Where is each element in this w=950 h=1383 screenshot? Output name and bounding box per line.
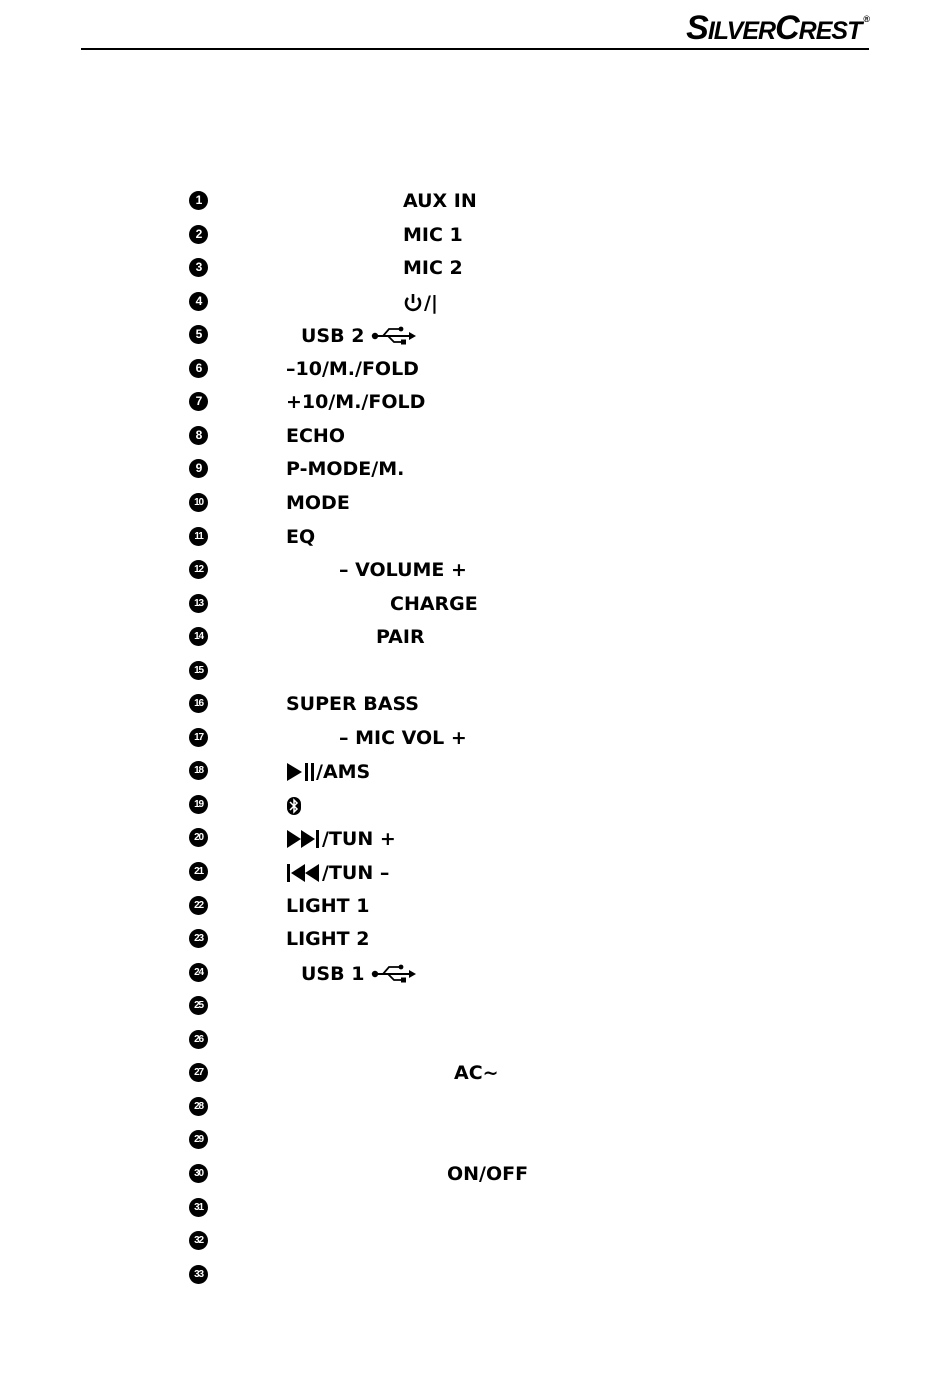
part-number: 10 (189, 493, 208, 512)
part-label: LIGHT 1 (286, 895, 370, 917)
part-label: – VOLUME + (339, 559, 467, 581)
part-item (0, 623, 950, 653)
part-label: –10/M./FOLD (286, 358, 419, 380)
part-item (0, 321, 950, 351)
part-number: 19 (189, 795, 208, 814)
part-label: AC~ (454, 1062, 499, 1084)
part-label: P-MODE/M. (286, 458, 405, 480)
part-number: 32 (189, 1231, 208, 1250)
part-item (0, 690, 950, 720)
part-item (0, 992, 950, 1022)
part-label: EQ (286, 526, 316, 548)
part-item (0, 187, 950, 217)
part-label: ON/OFF (447, 1163, 529, 1185)
part-number: 1 (189, 191, 208, 210)
part-label-power: /| (402, 288, 438, 317)
header-rule (81, 48, 869, 50)
part-item (0, 824, 950, 854)
part-label-prev: /TUN – (286, 858, 389, 887)
part-item (0, 221, 950, 251)
part-item (0, 1261, 950, 1291)
part-item (0, 959, 950, 989)
part-label: CHARGE (390, 593, 478, 615)
part-number: 6 (189, 359, 208, 378)
part-label-bluetooth (286, 791, 302, 819)
part-item (0, 892, 950, 922)
brand-logo: SILVERCREST ® (686, 9, 870, 47)
part-item (0, 523, 950, 553)
part-number: 13 (189, 594, 208, 613)
part-item (0, 757, 950, 787)
part-label-usb: USB 2 (301, 321, 417, 350)
part-item (0, 1093, 950, 1123)
part-label-play: /AMS (286, 757, 370, 786)
part-label: MIC 2 (403, 257, 463, 279)
power-icon (402, 292, 424, 314)
part-item (0, 657, 950, 687)
part-number: 8 (189, 426, 208, 445)
usb-icon (371, 964, 417, 984)
part-item (0, 791, 950, 821)
part-label: PAIR (376, 626, 425, 648)
part-item (0, 254, 950, 284)
part-item (0, 388, 950, 418)
part-number: 18 (189, 761, 208, 780)
part-number: 30 (189, 1164, 208, 1183)
usb-icon (371, 326, 417, 346)
part-item (0, 1227, 950, 1257)
part-item (0, 1194, 950, 1224)
previous-track-icon (286, 862, 322, 884)
part-number: 23 (189, 929, 208, 948)
part-label: MIC 1 (403, 224, 463, 246)
part-label: MODE (286, 492, 350, 514)
part-number: 21 (189, 862, 208, 881)
part-item (0, 556, 950, 586)
part-item (0, 724, 950, 754)
part-label: SUPER BASS (286, 693, 419, 715)
part-label: AUX IN (403, 190, 477, 212)
part-number: 33 (189, 1265, 208, 1284)
part-number: 22 (189, 896, 208, 915)
part-number: 5 (189, 325, 208, 344)
part-number: 29 (189, 1130, 208, 1149)
part-number: 3 (189, 258, 208, 277)
part-item (0, 1059, 950, 1089)
part-number: 4 (189, 292, 208, 311)
part-number: 31 (189, 1198, 208, 1217)
part-label: ECHO (286, 425, 345, 447)
part-item (0, 489, 950, 519)
part-item (0, 355, 950, 385)
part-label: LIGHT 2 (286, 928, 370, 950)
part-number: 15 (189, 661, 208, 680)
part-number: 7 (189, 392, 208, 411)
part-number: 16 (189, 694, 208, 713)
part-label: – MIC VOL + (339, 727, 467, 749)
part-number: 20 (189, 828, 208, 847)
part-item (0, 858, 950, 888)
part-item (0, 455, 950, 485)
play-pause-icon (286, 761, 316, 783)
part-number: 2 (189, 225, 208, 244)
part-number: 27 (189, 1063, 208, 1082)
part-item (0, 925, 950, 955)
part-number: 9 (189, 459, 208, 478)
part-number: 28 (189, 1097, 208, 1116)
part-item (0, 590, 950, 620)
part-number: 26 (189, 1030, 208, 1049)
bluetooth-icon (286, 796, 302, 816)
part-number: 25 (189, 996, 208, 1015)
part-label: +10/M./FOLD (286, 391, 426, 413)
part-item (0, 1126, 950, 1156)
part-number: 12 (189, 560, 208, 579)
part-item (0, 1160, 950, 1190)
part-number: 17 (189, 728, 208, 747)
part-label-next: /TUN + (286, 824, 396, 853)
part-number: 14 (189, 627, 208, 646)
part-item (0, 288, 950, 318)
part-number: 11 (189, 527, 208, 546)
part-item (0, 422, 950, 452)
part-item (0, 1026, 950, 1056)
part-label-usb: USB 1 (301, 959, 417, 988)
next-track-icon (286, 828, 322, 850)
part-number: 24 (189, 963, 208, 982)
